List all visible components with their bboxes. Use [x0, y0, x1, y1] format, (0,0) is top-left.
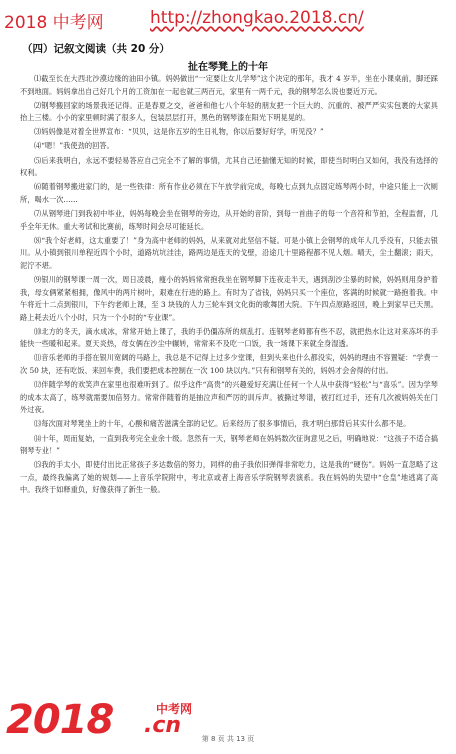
logo-domain: .cn [144, 713, 182, 738]
paragraph: ⑷“嗯！”我使劲的回答。 [34, 141, 114, 151]
article-body [20, 73, 438, 499]
paragraph: ⑻“我个好老师，这太重要了！”身为高中老师的妈妈，从来就对此坚信不疑。可是小镇上会钢琴的成年人几乎没有，只能去银川。从小镇到银川单程近四个小时，道路坑坑洼洼，路两边是连天的戈壁，沿途几十里路程都不见人烟。晴天，尘土翻滚；雨天，泥泞不堪。 [20, 235, 438, 270]
paragraph: ⒀每次面对琴凳坐上的十年，心酸和痛苦滋满全部的记忆。后来经历了很多事情后，我才明白那背后其实什么都不是。 [34, 419, 411, 429]
article-title: 扯在琴凳上的十年 [188, 62, 268, 73]
site-url-link[interactable]: http://zhongkao.2018.cn/ [150, 8, 364, 28]
paragraph: ⑿伴随学琴的欢笑声在家里也很难听到了。似乎这件“高贵”的兴趣爱好充满让任何一个人从中获得“轻松”与“喜乐”。因为学琴的成本太高了，练琴就需要加倍努力。常常伴随着的是抽泣声和严厉的训斥声。被撕过琴谱，被打红过手，还有几次被妈妈关在门外过夜。 [20, 380, 438, 415]
paragraph: ⑵钢琴搬回家的场景我还记得。正是春夏之交，爸爸和他七八个年轻的朋友把一个巨大的、沉重的、被严严实实包裹的大家具抬上三楼。小小的家里顿时满了很多人，包装层层打开，黑色的钢琴漆在阳光下明晃晃的。 [20, 100, 438, 123]
paragraph: ⑸后来我明白，永远不要轻易答应自己完全不了解的事情，尤其自己还揣懂无知的时候，即使当时明白又如何，我没有选择的权利。 [20, 155, 438, 178]
paragraph: ⑾音乐老师的手搭在银川宽阔的马路上，我总是不记得上过多少堂课，但到头来也什么都没实，妈妈的理由不容置疑：“学费一次 50 块，还有吃饭、来回车费，我们要把成本控制在一次 100 块以内。”只有和钢琴有关的，妈妈才会舍得的付出。 [20, 353, 438, 376]
paragraph: ⑼银川的钢琴课一周一次，周日凌晨，瘦小的妈妈常常抱我坐在钢琴脚下连夜走半天，遇到刮沙尘暴的时候，妈妈则用身护着我，母女俩紧紧相拥，像风中的两片树叶，艰难在行进的路上。有时为了省钱，妈妈只买一个座位，客满的时候就一路抱着我。中午将近十二点到银川，下午约老师上课，至 3 块钱的人力三轮车到文化街的歌舞团大院。下午四点原路返回，晚上到家早已天黑。路上耗去近八个小时，只为一个小时的“专业课”。 [20, 274, 438, 322]
page-number: 第 8 页 共 13 页 [201, 735, 255, 743]
site-header [0, 0, 456, 36]
section-heading: （四）记叙文阅读（共 20 分） [22, 43, 170, 55]
logo-cn-text: 中考网 [156, 702, 193, 716]
paragraph: ⑴截至长在大西北沙漠边缘的油田小镇。妈妈做出“一定要让女儿学琴”这个决定的那年，我才 4 岁半，坐在小课桌前，脚还踩不到地面。妈妈拿出自己好几个月的工资加在一起也就三两百元，家里有一两千元，我的钢琴怎么说也要近万元。 [20, 74, 438, 96]
paragraph: ⑹随着钢琴搬进家门的，是一些铁律：所有作业必须在下午放学前完成，每晚七点到九点固定练琴两小时，中途只能上一次厕所，喝水一次…… [20, 182, 438, 204]
site-brand: 2018 中考网 [4, 13, 104, 33]
paragraph: ⑺从钢琴进门到我初中毕业，妈妈每晚会坐在钢琴的旁边，从开始的音阶，到每一首曲子的每一个音符和节拍，全程监督，几乎全年无休。重大考试和比赛前，练琴时间会尽可能延长。 [20, 208, 438, 231]
paragraph: ⒂我的手太小，即使付出比正常孩子多达数倍的努力，同样的曲子我依旧弹得非常吃力，这是我的“硬伤”。妈妈一直忽略了这一点，最终我偏离了她的规划——上音乐学院附中，考北京或者上海音乐学院钢琴表演系。我在妈妈的失望中“仓皇”地逃离了高中。我终于如释重负，好像获得了新生一般。 [20, 460, 438, 495]
paragraph: ⒁十年，周而复始，一直到我考完全业余十级。忽然有一天，钢琴老师在妈妈数次征询意见之后，明确地说：“这孩子不适合搞钢琴专业！” [20, 433, 438, 456]
paragraph: ⑶妈妈像是对着全世界宣布：“贝贝，这是你五岁的生日礼物，你以后要好好学，听见没？” [34, 127, 324, 137]
paragraph: ⑽北方的冬天，滴水成冰，常常开始上课了，我的手仍僵冻所的烦乱打。连钢琴老师都有些不忍，就把热水让这对来冻坏的手能快一些暖和起来。夏天炎热，母女俩在沙尘中辗转，常常来不及吃一口饭，我一场课下来就全身湿透。 [20, 326, 438, 349]
logo-number: 2018 [6, 697, 114, 743]
